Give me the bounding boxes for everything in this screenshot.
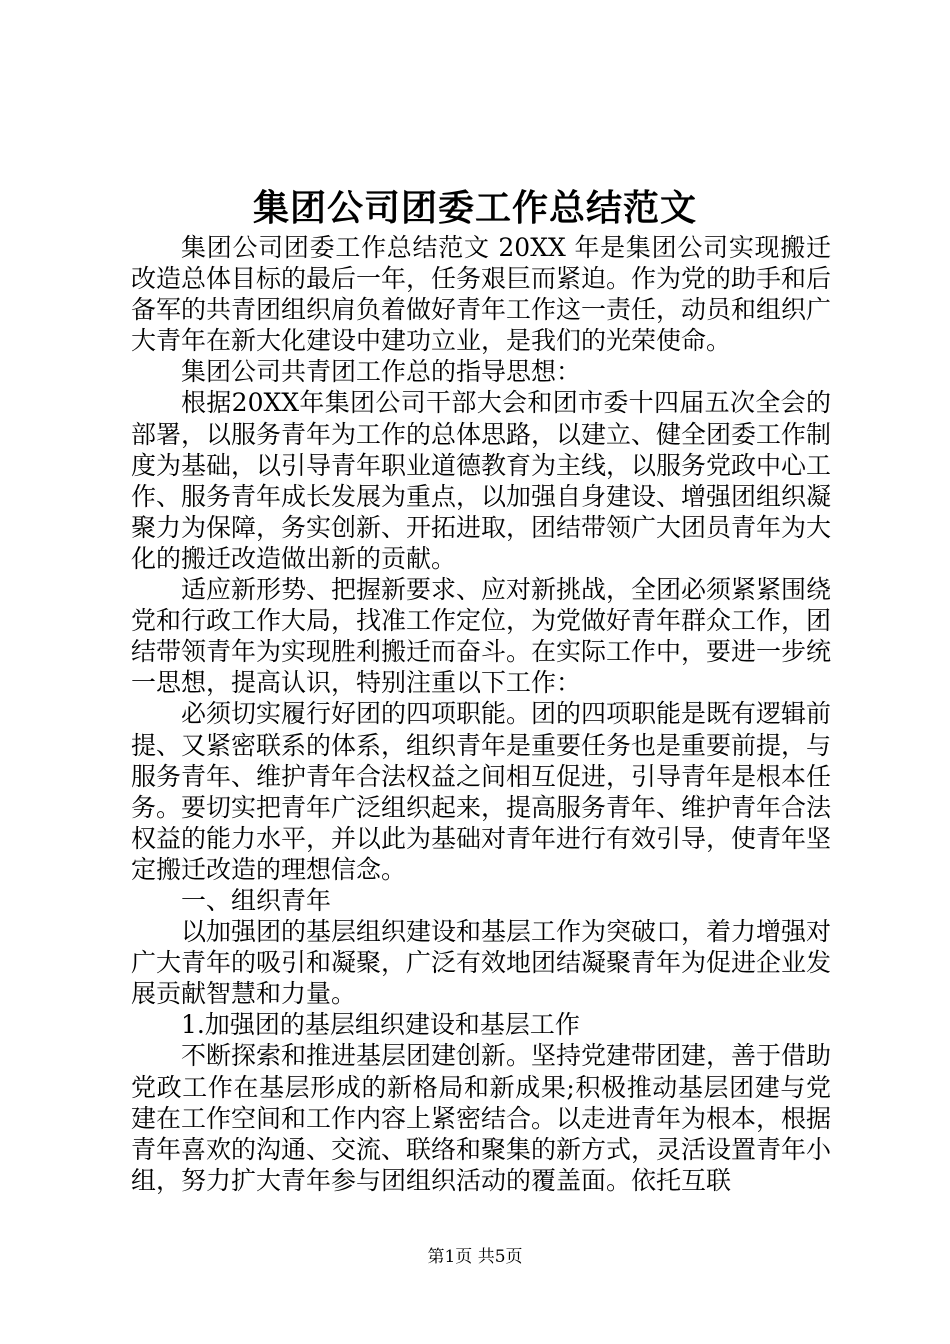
subsection-heading: 1.加强团的基层组织建设和基层工作 [181, 1010, 580, 1040]
paragraph: 集团公司共青团工作总的指导思想： [181, 357, 582, 387]
section-heading: 一、组织青年 [181, 885, 332, 915]
paragraph: 必须切实履行好团的四项职能。团的四项职能是既有逻辑前提、又紧密联系的体系，组织青年是重要任务也是重要前提，与服务青年、维护青年合法权益之间相互促进，引导青年是根本任务。要切实把青年广泛组织起来，提高服务青年、维护青年合法权益的能力水平，并以此为基础对青年进行有效引导，使青年坚定搬迁改造的理想信念。 [131, 699, 832, 884]
paragraph: 根据20XX年集团公司干部大会和团市委十四届五次全会的部署，以服务青年为工作的总体思路，以建立、健全团委工作制度为基础，以引导青年职业道德教育为主线，以服务党政中心工作、服务青年成长发展为重点，以加强自身建设、增强团组织凝聚力为保障，务实创新、开拓进取，团结带领广大团员青年为大化的搬迁改造做出新的贡献。 [131, 388, 832, 573]
paragraph: 集团公司团委工作总结范文 20XX 年是集团公司实现搬迁改造总体目标的最后一年，任务艰巨而紧迫。作为党的助手和后备军的共青团组织肩负着做好青年工作这一责任，动员和组织广大青年在新大化建设中建功立业，是我们的光荣使命。 [131, 233, 832, 356]
paragraph: 适应新形势、把握新要求、应对新挑战，全团必须紧紧围绕党和行政工作大局，找准工作定位，为党做好青年群众工作，团结带领青年为实现胜利搬迁而奋斗。在实际工作中，要进一步统一思想，提高认识，特别注重以下工作： [131, 575, 832, 698]
page-footer: 第1页 共5页 [427, 1247, 523, 1267]
document-title: 集团公司团委工作总结范文 [252, 188, 697, 229]
document-body [131, 232, 831, 1196]
paragraph: 不断探索和推进基层团建创新。坚持党建带团建，善于借助党政工作在基层形成的新格局和新成果;积极推动基层团建与党建在工作空间和工作内容上紧密结合。以走进青年为根本，根据青年喜欢的沟通、交流、联络和聚集的新方式，灵活设置青年小组，努力扩大青年参与团组织活动的覆盖面。依托互联 [131, 1041, 832, 1195]
paragraph: 以加强团的基层组织建设和基层工作为突破口，着力增强对广大青年的吸引和凝聚，广泛有效地团结凝聚青年为促进企业发展贡献智慧和力量。 [131, 917, 832, 1009]
